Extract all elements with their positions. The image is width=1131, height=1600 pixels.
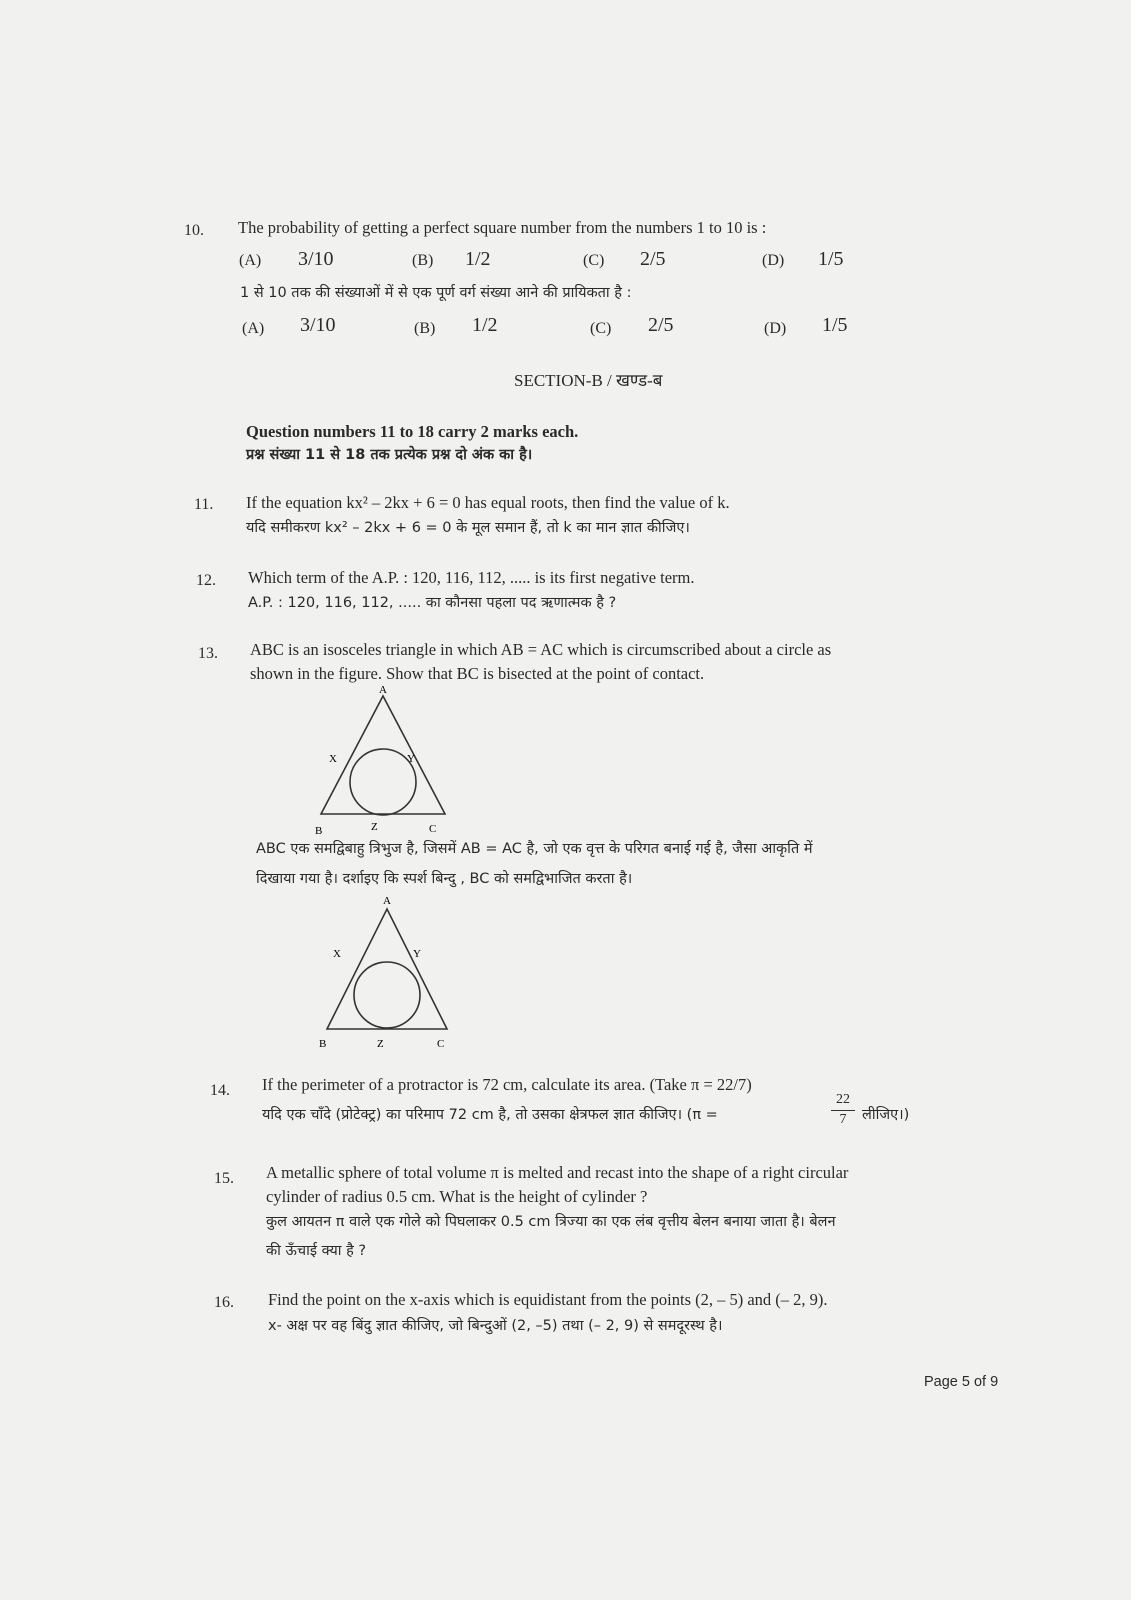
fraction-denominator: 7 [839,1112,847,1127]
option-value: 2/5 [640,248,666,270]
option-label: (A) [242,320,265,337]
question-text-hi: A.P. : 120, 116, 112, ..... का कौनसा पहला पद ऋणात्मक है ? [248,595,617,611]
section-instruction-en: Question numbers 11 to 18 carry 2 marks each. [246,422,579,441]
question-text-hi: 1 से 10 तक की संख्याओं में से एक पूर्ण वर्ग संख्या आने की प्रायिकता है : [240,285,632,301]
question-number: 11. [194,496,214,513]
triangle-figure-1 [305,684,465,839]
vertex-label-a: A [379,684,387,696]
question-text-en: ABC is an isosceles triangle in which AB = AC which is circumscribed about a circle as [250,640,832,659]
section-title: SECTION-B / खण्ड-ब [514,371,663,390]
question-text-en: Find the point on the x-axis which is equidistant from the points (2, – 5) and (– 2, 9). [268,1290,828,1309]
vertex-label-b: B [315,825,323,837]
question-text-hi: कुल आयतन π वाले एक गोले को पिघलाकर 0.5 cm त्रिज्या का एक लंब वृत्तीय बेलन बनाया जाता है। बेलन [266,1214,836,1230]
option-value: 3/10 [300,314,336,336]
question-text-hi: लीजिए।) [862,1107,910,1123]
option-label: (D) [764,320,787,337]
option-label: (B) [414,320,436,337]
point-label-z: Z [377,1038,384,1050]
point-label-y: Y [413,948,421,960]
question-text-en: Which term of the A.P. : 120, 116, 112, ..... is its first negative term. [248,568,695,587]
option-value: 1/5 [818,248,844,270]
question-text-en: cylinder of radius 0.5 cm. What is the height of cylinder ? [266,1187,648,1206]
question-text-en: If the perimeter of a protractor is 72 cm, calculate its area. (Take π = 22/7) [262,1075,752,1094]
vertex-label-c: C [429,823,437,835]
question-text-en: The probability of getting a perfect square number from the numbers 1 to 10 is : [238,218,767,237]
question-number: 13. [198,645,218,662]
page-number: Page 5 of 9 [924,1374,999,1390]
question-text-en: A metallic sphere of total volume π is melted and recast into the shape of a right circular [266,1163,849,1182]
option-value: 2/5 [648,314,674,336]
option-value: 1/2 [465,248,491,270]
question-number: 10. [184,222,204,239]
option-label: (A) [239,252,262,269]
option-label: (C) [590,320,612,337]
question-number: 15. [214,1170,234,1187]
question-text-hi: दिखाया गया है। दर्शाइए कि स्पर्श बिन्दु , BC को समद्विभाजित करता है। [256,871,633,887]
option-value: 3/10 [298,248,334,270]
question-text-hi: यदि एक चाँदे (प्रोटेक्ट्र) का परिमाप 72 cm है, तो उसका क्षेत्रफल ज्ञात कीजिए। (π = [262,1107,718,1123]
question-text-hi: की ऊँचाई क्या है ? [266,1243,367,1259]
vertex-label-c: C [437,1038,445,1050]
question-text-en: If the equation kx² – 2kx + 6 = 0 has equal roots, then find the value of k. [246,493,730,512]
question-text-hi: यदि समीकरण kx² – 2kx + 6 = 0 के मूल समान हैं, तो k का मान ज्ञात कीजिए। [246,520,690,536]
question-text-hi: x- अक्ष पर वह बिंदु ज्ञात कीजिए, जो बिन्दुओं (2, –5) तथा (– 2, 9) से समदूरस्थ है। [268,1318,723,1334]
triangle-figure-2 [315,895,465,1050]
question-number: 12. [196,572,216,589]
question-number: 14. [210,1082,230,1099]
fraction-numerator: 22 [836,1092,850,1107]
point-label-x: X [329,753,337,765]
option-label: (C) [583,252,605,269]
vertex-label-a: A [383,895,391,907]
question-number: 16. [214,1294,234,1311]
option-label: (B) [412,252,434,269]
section-instruction-hi: प्रश्न संख्या 11 से 18 तक प्रत्येक प्रश्न दो अंक का है। [246,447,533,463]
vertex-label-b: B [319,1038,327,1050]
point-label-y: Y [407,753,415,765]
point-label-z: Z [371,821,378,833]
option-value: 1/5 [822,314,848,336]
fraction-bar [831,1110,855,1111]
point-label-x: X [333,948,341,960]
option-label: (D) [762,252,785,269]
option-value: 1/2 [472,314,498,336]
question-text-hi: ABC एक समद्विबाहु त्रिभुज है, जिसमें AB = AC है, जो एक वृत्त के परिगत बनाई गई है, जैसा आकृति में [256,841,813,857]
question-text-en: shown in the figure. Show that BC is bisected at the point of contact. [250,664,705,683]
